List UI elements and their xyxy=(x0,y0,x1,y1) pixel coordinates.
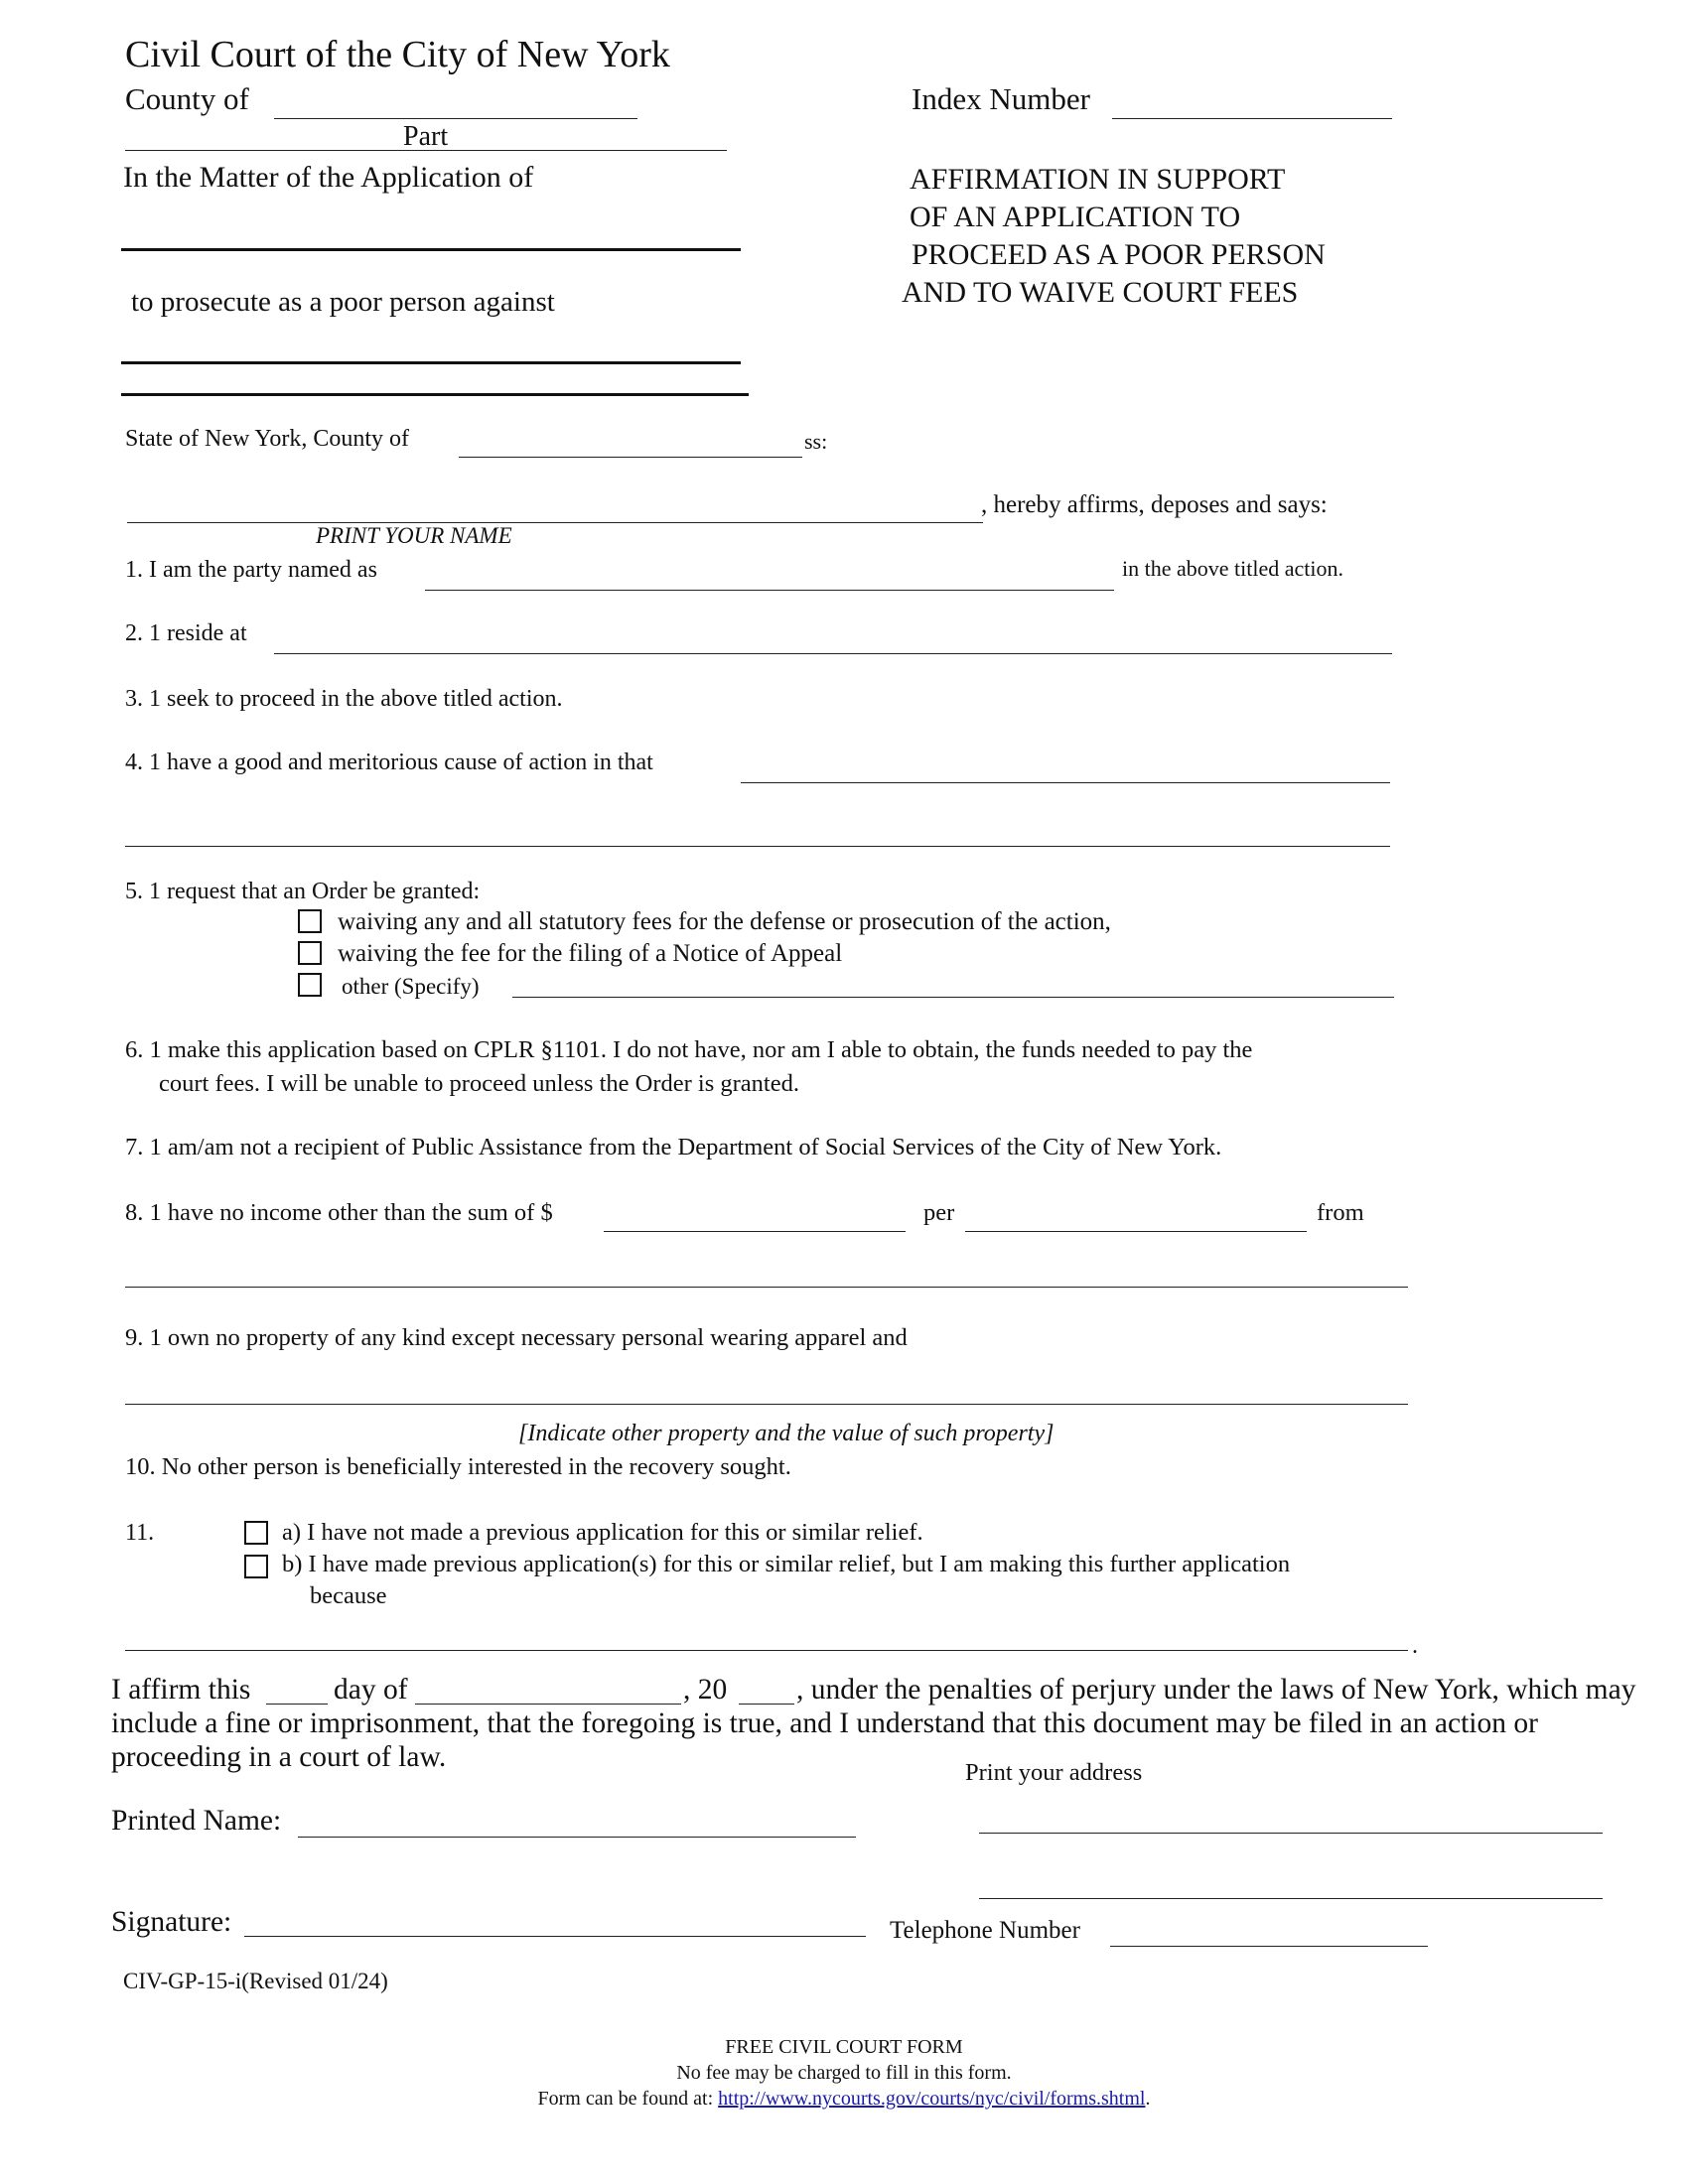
cause-field-1[interactable] xyxy=(741,782,1390,783)
option-waive-statutory-label: waiving any and all statutory fees for the defense or prosecution of the action, xyxy=(338,908,1111,935)
court-title: Civil Court of the City of New York xyxy=(125,34,670,75)
option-waive-appeal-label: waiving the fee for the filing of a Notice of Appeal xyxy=(338,940,843,967)
signature-label: Signature: xyxy=(111,1906,232,1938)
property-field[interactable] xyxy=(125,1404,1408,1405)
residence-field[interactable] xyxy=(274,653,1392,654)
affirm-year-field[interactable] xyxy=(739,1704,794,1705)
print-name-hint: PRINT YOUR NAME xyxy=(316,523,512,548)
item-2-label: 2. 1 reside at xyxy=(125,620,247,646)
doc-title-line-1: AFFIRMATION IN SUPPORT xyxy=(910,163,1286,196)
defendant-field-2[interactable] xyxy=(121,393,749,396)
free-form-notice: FREE CIVIL COURT FORM xyxy=(725,2036,963,2058)
option-other-checkbox[interactable] xyxy=(298,973,322,997)
form-location-period: . xyxy=(1145,2088,1151,2110)
no-previous-application-checkbox[interactable] xyxy=(244,1521,268,1545)
printed-name-label: Printed Name: xyxy=(111,1805,282,1837)
item-6-line-1: 6. 1 make this application based on CPLR §1101. I do not have, nor am I able to obtain, the funds needed to pay the xyxy=(125,1036,1253,1063)
no-fee-notice: No fee may be charged to fill in this form. xyxy=(676,2062,1012,2084)
party-named-field[interactable] xyxy=(425,590,1114,591)
item-4-label: 4. 1 have a good and meritorious cause of action in that xyxy=(125,750,653,775)
item-1-label: 1. I am the party named as xyxy=(125,557,377,583)
affirm-day-field[interactable] xyxy=(266,1704,328,1705)
defendant-field-1[interactable] xyxy=(121,361,741,364)
doc-title-line-4: AND TO WAIVE COURT FEES xyxy=(902,276,1299,309)
item-3-text: 3. 1 seek to proceed in the above titled action. xyxy=(125,686,563,712)
affirm-year-prefix: , 20 xyxy=(683,1674,728,1706)
doc-title-line-2: OF AN APPLICATION TO xyxy=(910,201,1241,233)
item-1-suffix: in the above titled action. xyxy=(1122,556,1343,581)
forms-url-link[interactable]: http://www.nycourts.gov/courts/nyc/civil/forms.shtml xyxy=(718,2088,1146,2110)
no-previous-application-label: a) I have not made a previous application for this or similar relief. xyxy=(282,1519,923,1546)
county-label: County of xyxy=(125,81,249,116)
previous-application-label: b) I have made previous application(s) for this or similar relief, but I am making this further application xyxy=(282,1551,1291,1577)
affirm-line-3: proceeding in a court of law. xyxy=(111,1741,447,1773)
address-field-2[interactable] xyxy=(979,1898,1603,1899)
item-6-line-2: court fees. I will be unable to proceed unless the Order is granted. xyxy=(159,1070,799,1097)
affirm-this: I affirm this xyxy=(111,1674,251,1706)
income-period-field[interactable] xyxy=(965,1231,1307,1232)
item-8-label: 8. 1 have no income other than the sum of $ xyxy=(125,1199,553,1226)
affiant-name-field[interactable] xyxy=(127,522,983,523)
index-number-field[interactable] xyxy=(1112,118,1392,119)
because-field[interactable] xyxy=(125,1650,1408,1651)
item-9-text: 9. 1 own no property of any kind except necessary personal wearing apparel and xyxy=(125,1324,908,1351)
item-9-hint: [Indicate other property and the value of such property] xyxy=(518,1421,1055,1446)
prosecute-label: to prosecute as a poor person against xyxy=(131,286,555,318)
item-8-from: from xyxy=(1317,1199,1364,1226)
index-number-label: Index Number xyxy=(912,81,1090,116)
part-label: Part xyxy=(403,121,449,152)
previous-application-checkbox[interactable] xyxy=(244,1555,268,1578)
venue-county-field[interactable] xyxy=(459,457,802,458)
form-location xyxy=(0,2089,1688,2109)
print-address-label: Print your address xyxy=(965,1759,1143,1786)
affirm-line-1-rest: , under the penalties of perjury under the laws of New York, which may xyxy=(796,1674,1636,1706)
affirm-month-field[interactable] xyxy=(415,1704,681,1705)
previous-application-because: because xyxy=(310,1582,387,1609)
signature-field[interactable] xyxy=(244,1936,866,1937)
affirms-text: , hereby affirms, deposes and says: xyxy=(981,491,1328,518)
doc-title-line-3: PROCEED AS A POOR PERSON xyxy=(912,238,1326,271)
item-8-per: per xyxy=(923,1199,955,1226)
form-code: CIV-GP-15-i(Revised 01/24) xyxy=(123,1969,388,1993)
form-location-label: Form can be found at: xyxy=(537,2088,719,2110)
telephone-field[interactable] xyxy=(1110,1946,1428,1947)
matter-label: In the Matter of the Application of xyxy=(123,161,534,194)
applicant-field[interactable] xyxy=(121,248,741,251)
county-field[interactable] xyxy=(274,118,637,119)
item-11-number: 11. xyxy=(125,1520,155,1546)
option-waive-appeal-checkbox[interactable] xyxy=(298,941,322,965)
item-10-text: 10. No other person is beneficially interested in the recovery sought. xyxy=(125,1453,791,1480)
telephone-label: Telephone Number xyxy=(890,1917,1080,1944)
item-7-text: 7. 1 am/am not a recipient of Public Assistance from the Department of Social Services of the City of New York. xyxy=(125,1134,1222,1160)
affirm-line-2: include a fine or imprisonment, that the foregoing is true, and I understand that this document may be filed in an action or xyxy=(111,1707,1538,1739)
address-field-1[interactable] xyxy=(979,1833,1603,1834)
because-period: . xyxy=(1412,1633,1418,1659)
printed-name-field[interactable] xyxy=(298,1837,856,1838)
option-other-label: other (Specify) xyxy=(342,974,480,999)
cause-field-2[interactable] xyxy=(125,846,1390,847)
ss-label: ss: xyxy=(804,429,828,454)
state-county-label: State of New York, County of xyxy=(125,426,409,452)
option-waive-statutory-checkbox[interactable] xyxy=(298,909,322,933)
affirm-day-of: day of xyxy=(334,1674,408,1706)
income-source-field[interactable] xyxy=(125,1287,1408,1288)
income-amount-field[interactable] xyxy=(604,1231,906,1232)
other-specify-field[interactable] xyxy=(512,997,1394,998)
item-5-label: 5. 1 request that an Order be granted: xyxy=(125,879,481,904)
